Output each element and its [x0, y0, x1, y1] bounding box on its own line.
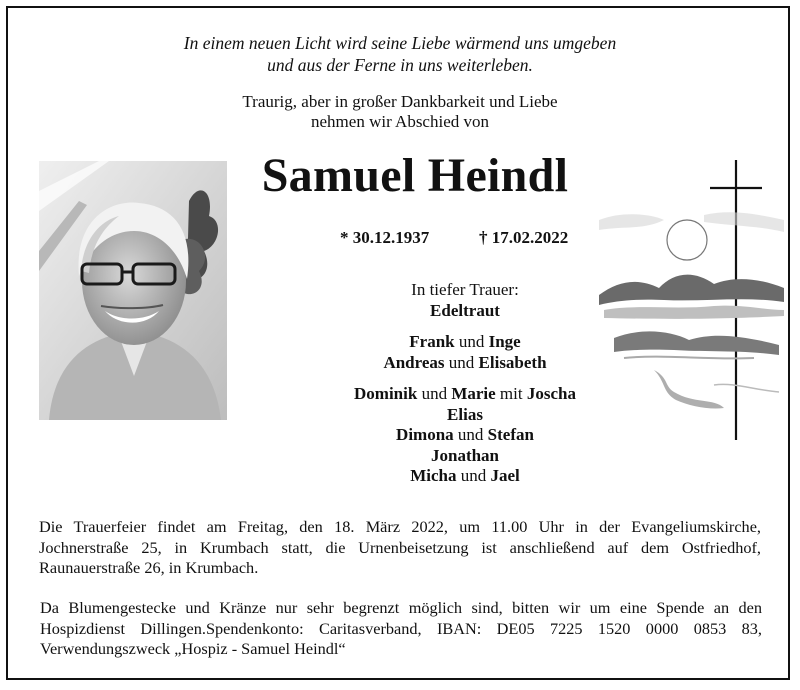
spouse-name: Edeltraut	[430, 300, 500, 320]
quote-line: In einem neuen Licht wird seine Liebe wärmend uns umgeben	[183, 33, 617, 53]
memorial-quote	[0, 32, 800, 76]
donation-line: Hospizdienst Dillingen.Spendenkonto: Caritasverband, IBAN: DE05 7225 1520 0000 0853 83,	[40, 618, 762, 638]
portrait-illustration	[39, 161, 227, 420]
deceased-name: Samuel Heindl	[261, 149, 569, 202]
donation-request	[40, 598, 762, 660]
mourner-line: Micha und Jael	[410, 466, 520, 485]
mourner-line: Jonathan	[430, 445, 500, 465]
mourner-line: Andreas und Elisabeth	[383, 352, 547, 372]
intro-text	[0, 92, 800, 132]
death-date: † 17.02.2022	[479, 228, 569, 247]
mourner-line: Elias	[447, 404, 483, 424]
quote-line: und aus der Ferne in uns weiterleben.	[267, 55, 533, 75]
funeral-line: Raunauerstraße 26, in Krumbach.	[39, 558, 259, 577]
birth-date: * 30.12.1937	[340, 228, 430, 247]
mourner-line: Dimona und Stefan	[396, 425, 534, 444]
portrait-photo	[39, 161, 227, 420]
moon-icon	[667, 220, 707, 260]
funeral-details	[39, 517, 761, 579]
mourners-heading: In tiefer Trauer:	[411, 280, 519, 299]
funeral-line: Die Trauerfeier findet am Freitag, den 18. März 2022, um 11.00 Uhr in der Evangeliumskirche,	[39, 517, 761, 536]
mourner-line: Frank und Inge	[409, 332, 521, 351]
intro-line: nehmen wir Abschied von	[311, 112, 489, 131]
mourner-line: Dominik und Marie mit Joscha	[354, 384, 576, 403]
donation-line: Verwendungszweck „Hospiz - Samuel Heindl“	[40, 639, 346, 658]
donation-line: Da Blumengestecke und Kränze nur sehr begrenzt möglich sind, bitten wir um eine Spende an den	[40, 598, 762, 617]
funeral-line: Jochnerstraße 25, in Krumbach statt, die Urnenbeisetzung ist anschließend auf dem Ostfriedhof,	[39, 537, 761, 557]
intro-line: Traurig, aber in großer Dankbarkeit und Liebe	[242, 92, 558, 111]
mourners-list	[265, 280, 665, 487]
